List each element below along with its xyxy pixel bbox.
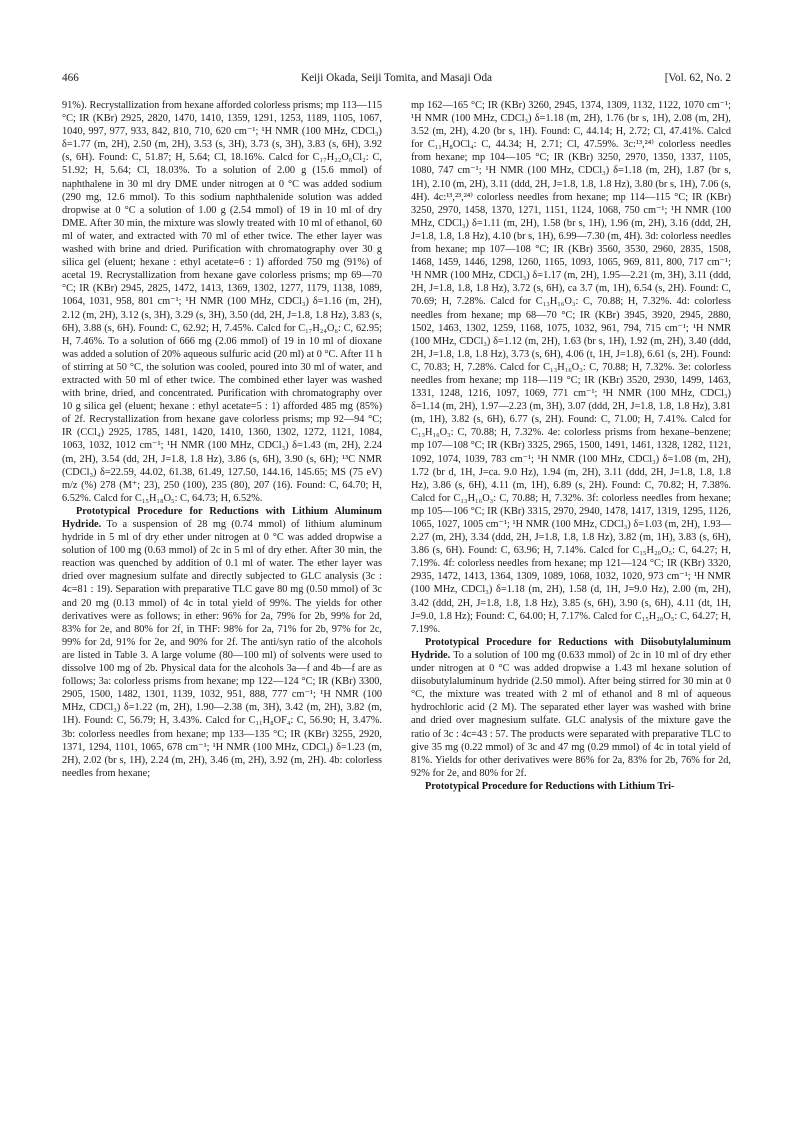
experimental-paragraph: 91%). Recrystallization from hexane afforded colorless prisms; mp 113—115 °C; IR (KBr) 2925, 2820, 1470, 1410, 1359, 1291, 1253, 1189, 1105, 1067, 1040, 997, 977, 933, 842, 810, 710, 620 cm⁻¹; ¹H NMR (100 MHz, CDCl₃) δ=1.77 (m, 2H), 2.50 (m, 2H), 3.53 (s, 3H), 3.73 (s, 3H), 3.83 (s, 6H), 3.92 (s, 6H). Found: C, 51.87; H, 5.64; Cl, 18.16%. Calcd for C₁₇H₂₂O₆Cl₂: C, 51.92; H, 5.64; Cl, 18.03%. To a solution of 2.00 g (15.6 mmol) of naphthalene in 30 ml dry DME under nitrogen at 0 °C was added sodium (290 mg, 12.6 mmol). To this sodium naphthalenide solution was added dropwise at 0 °C a solution of 1.00 g (2.54 mmol) of 19 in 10 ml of dry DME. After 30 min, the mixture was slowly treated with 10 ml of ethanol, 60 ml of water, and extracted with 70 ml of ether twice. The ether layer was washed with brine and dried. Purification with chromatography over 30 g silica gel (eluent; hexane : ethyl acetate=6 : 1) afforded 750 mg (91%) of acetal 19. Recrystallization from hexane gave colorless prisms; mp 69—70 °C; IR (KBr) 2945, 2825, 1472, 1413, 1369, 1302, 1277, 1179, 1138, 1089, 1064, 1031, 958, 801 cm⁻¹; ¹H NMR (100 MHz, CDCl₃) δ=1.16 (m, 2H), 2.12 (m, 2H), 3.12 (s, 3H), 3.29 (s, 3H), 3.50 (dd, 2H, J=1.8, 1.8 Hz), 3.83 (s, 6H), 3.88 (s, 6H). Found: C, 62.92; H, 7.45%. Calcd for C₁₇H₂₄O₆: C, 62.95; H, 7.46%. To a solution of 666 mg (2.06 mmol) of 19 in 10 ml of dioxane was added a solution of 20% aqueous sulfuric acid (20 ml) at 0 °C. After 11 h of stirring at 50 °C, the solution was cooled, poured into 30 ml of water, and extracted with 50 ml of ether twice. The combined ether layer was washed with brine, dried, and concentrated. Purification with chromatography over 10 g silica gel (eluent; hexane : ethyl acetate=5 : 1) afforded 485 mg (85%) of 2f. Recrystallization from hexane gave colorless prisms; mp 92—94 °C; IR (CCl₄) 2925, 1785, 1481, 1420, 1410, 1360, 1302, 1272, 1121, 1084, 1063, 1032, 1012 cm⁻¹; ¹H NMR (100 MHz, CDCl₃) δ=1.43 (m, 2H), 2.24 (m, 2H), 3.54 (dd, 2H, J=1.8, 1.8 Hz), 3.86 (s, 6H), 3.90 (s, 6H); ¹³C NMR (CDCl₃) δ=22.59, 44.02, 61.38, 61.49, 127.50, 144.16, 145.65; MS (75 eV) m/z (%) 278 (M⁺; 23), 250 (100), 235 (80), 207 (16). Found: C, 64.70; H, 6.52%. Calcd for C₁₅H₁₈O₅: C, 64.73; H, 6.52%. <box>62 100 382 504</box>
lah-procedure-body: To a suspension of 28 mg (0.74 mmol) of lithium aluminum hydride in 5 ml of dry ether under nitrogen at 0 °C was added dropwise a solution of 100 mg (0.63 mmol) of 2c in 5 ml of dry ether. After 30 min, the reaction was quenched by addition of 0.1 ml of water. The ether layer was dried over magnesium sulfate and directly subjected to GLC analysis (3c : 4c=81 : 19). Separation with preparative TLC gave 80 mg (0.50 mmol) of 3c and 20 mg (0.13 mmol) of 4c in total yield of 99%. The yields for other derivatives were as follows; in ether: 96% for 2a, 79% for 2b, 99% for 2d, 83% for 2e, and 80% for 2f, in THF: 98% for 2a, 71% for 2b, 97% for 2c, 99% for 2d, 91% for 2e, and 90% for 2f. The anti/syn ratio of the alcohols are listed in Table 3. A large volume (80—100 ml) of solvents were used to dissolve 100 mg of 2b. Physical data for the alcohols 3a—f and 4b—f are as follows; 3a: colorless prisms from hexane; mp 122—124 °C; IR (KBr) 3300, 2905, 1500, 1482, 1301, 1139, 1032, 951, 888, 777 cm⁻¹; ¹H NMR (100 MHz, CDCl₃) δ=1.22 (m, 2H), 1.90—2.38 (m, 3H), 3.42 (m, 2H), 3.82 (m, 1H). Found: C, 56.79; H, 3.43%. Calcd for C₁₁H₈OF₄: C, 56.90; H, 3.47%. 3b: colorless needles from hexane; mp 133—135 °C; IR (KBr) 3255, 2920, 1371, 1294, 1101, 1065, 678 cm⁻¹; ¹H NMR (100 MHz, CDCl₃) δ=1.23 (m, 2H), 2.02 (br s, 1H), 2.24 (m, 2H), 3.46 (m, 2H), 3.92 (m, 2H). 4b: colorless needles from hexane; <box>62 519 383 779</box>
running-header <box>62 72 731 88</box>
lithium-tri-procedure-heading: Prototypical Procedure for Reductions with Lithium Tri- <box>425 780 675 792</box>
lithium-tri-procedure-paragraph <box>411 780 731 793</box>
left-column <box>62 99 382 780</box>
alcohol-data-paragraph: mp 162—165 °C; IR (KBr) 3260, 2945, 1374, 1309, 1132, 1122, 1070 cm⁻¹; ¹H NMR (100 MHz, CDCl₃) δ=1.18 (m, 2H), 1.76 (br s, 1H), 2.08 (m, 2H), 3.52 (m, 2H), 4.20 (br s, 1H). Found: C, 44.14; H, 2.72; Cl, 47.41%. Calcd for C₁₁H₈OCl₄: C, 44.34; H, 2.71; Cl, 47.59%. 3c:¹³,²⁴⁾ colorless needles from hexane; mp 104—105 °C; IR (KBr) 3250, 2970, 1350, 1337, 1105, 1080, 747 cm⁻¹; ¹H NMR (100 MHz, CDCl₃) δ=1.18 (m, 2H), 1.87 (br s, 1H), 2.10 (m, 2H), 3.11 (ddd, 2H, J=1.8, 1.8, 1.8 Hz), 3.80 (br s, 1H), 7.06 (s, 4H). 4c:¹³,²³,²⁴⁾ colorless needles from hexane; mp 114—115 °C; IR (KBr) 3250, 2970, 1458, 1370, 1271, 1151, 1124, 1068, 750 cm⁻¹; ¹H NMR (100 MHz, CDCl₃) δ=1.11 (m, 2H), 1.58 (br s, 1H), 1.96 (m, 2H), 3.16 (ddd, 2H, J=1.8, 1.8, 1.8 Hz), 4.10 (br s, 1H), 6.99—7.30 (m, 4H). 3d: colorless needles from hexane; mp 107—108 °C; IR (KBr) 3560, 3530, 2960, 2835, 1508, 1468, 1459, 1446, 1298, 1260, 1165, 1093, 1065, 969, 811, 800, 717 cm⁻¹; ¹H NMR (100 MHz, CDCl₃) δ=1.17 (m, 2H), 1.95—2.21 (m, 3H), 3.11 (ddd, 2H, J=1.8, 1.8, 1.8 Hz), 3.72 (s, 6H), ca 3.7 (m, 1H), 6.54 (s, 2H). Found: C, 70.69; H, 7.28%. Calcd for C₁₃H₁₆O₃: C, 70.88; H, 7.32%. 4d: colorless needles from hexane; mp 68—70 °C; IR (KBr) 3945, 3920, 2945, 2880, 1502, 1463, 1302, 1259, 1168, 1075, 1032, 961, 794, 715 cm⁻¹; ¹H NMR (100 MHz, CDCl₃) δ=1.12 (m, 2H), 1.63 (br s, 1H), 1.92 (m, 2H), 3.40 (ddd, 2H, J=1.8, 1.8, 1.8 Hz), 3.73 (s, 6H), 4.06 (t, 1H, J=1.8), 6.61 (s, 2H). Found: C, 70.83; H, 7.28%. Calcd for C₁₃H₁₆O₃: C, 70.88; H, 7.32%. 3e: colorless needles from hexane; mp 118—119 °C; IR (KBr) 3520, 2930, 1499, 1463, 1331, 1248, 1216, 1097, 1069, 771 cm⁻¹; ¹H NMR (100 MHz, CDCl₃) δ=1.14 (m, 2H), 1.97—2.23 (m, 3H), 3.07 (ddd, 2H, J=1.8, 1.8, 1.8 Hz), 3.81 (m, 1H), 3.82 (s, 6H), 6.77 (s, 2H). Found: C, 71.00; H, 7.41%. Calcd for C₁₃H₁₆O₃: C, 70.88; H, 7.32%. 4e: colorless prisms from hexane–benzene; mp 107—108 °C; IR (KBr) 3325, 2965, 1500, 1491, 1461, 1328, 1282, 1121, 1092, 1074, 1039, 783 cm⁻¹; ¹H NMR (100 MHz, CDCl₃) δ=1.08 (m, 2H), 1.72 (br d, 1H, J=ca. 9.0 Hz), 1.94 (m, 2H), 3.11 (ddd, 2H, J=1.8, 1.8, 1.8 Hz), 3.86 (s, 6H), 4.11 (m, 1H), 6.89 (s, 2H). Found: C, 70.82; H, 7.38%. Calcd for C₁₃H₁₆O₃: C, 70.88; H, 7.32%. 3f: colorless needles from hexane; mp 105—106 °C; IR (KBr) 3315, 2970, 2940, 1478, 1417, 1319, 1295, 1126, 1065, 1027, 1005 cm⁻¹; ¹H NMR (100 MHz, CDCl₃) δ=1.03 (m, 2H), 1.93—2.27 (m, 2H), 3.34 (ddd, 2H, J=1.8, 1.8, 1.8 Hz), 3.82 (m, 1H), 3.83 (s, 6H), 3.86 (s, 6H). Found: C, 63.96; H, 7.14%. Calcd for C₁₅H₂₀O₅: C, 64.27; H, 7.19%. 4f: colorless needles from hexane; mp 121—124 °C; IR (KBr) 3320, 2935, 1472, 1413, 1364, 1309, 1089, 1068, 1032, 1020, 973 cm⁻¹; ¹H NMR (100 MHz, CDCl₃) δ=1.18 (m, 2H), 1.58 (d, 1H, J=9.0 Hz), 2.00 (m, 2H), 3.42 (ddd, 2H, J=1.8, 1.8, 1.8 Hz), 3.85 (s, 6H), 3.90 (s, 6H), 4.11 (dt, 1H, J=9.0, 1.8 Hz); Found: C, 64.00; H, 7.17%. Calcd for C₁₅H₂₀O₅: C, 64.27; H, 7.19%. <box>411 100 731 635</box>
journal-reference: [Vol. 62, No. 2 <box>664 72 731 84</box>
page-number: 466 <box>62 72 79 84</box>
lah-procedure-paragraph <box>62 505 382 780</box>
dibal-procedure-paragraph <box>411 636 731 780</box>
lah-procedure-heading: Prototypical Procedure for Reductions with Lithium Aluminum Hydride. <box>62 505 382 530</box>
running-title: Keiji Okada, Seiji Tomita, and Masaji Oda <box>300 72 493 84</box>
right-column <box>411 99 731 793</box>
dibal-procedure-body: To a solution of 100 mg (0.633 mmol) of 2c in 10 ml of dry ether under nitrogen at 0 °C was added dropwise a 1.43 ml hexane solution of diisobutylaluminum hydride (2.50 mmol). After being stirred for 30 min at 0 °C, the mixture was treated with 2 ml of ethanol and 8 ml of aqueous hydrochloric acid (2 M). The separated ether layer was washed with brine and dried over magnesium sulfate. GLC analysis of the mixture gave the ratio of 3c : 4c=43 : 57. The products were separated with preparative TLC to give 35 mg (0.22 mmol) of 3c and 47 mg (0.29 mmol) of 4c in total yield of 81%. Yields for other derivatives were 86% for 2a, 83% for 2b, 76% for 2d, 92% for 2e, and 80% for 2f. <box>411 649 731 779</box>
dibal-procedure-heading: Prototypical Procedure for Reductions with Diisobutylaluminum Hydride. <box>411 636 731 661</box>
